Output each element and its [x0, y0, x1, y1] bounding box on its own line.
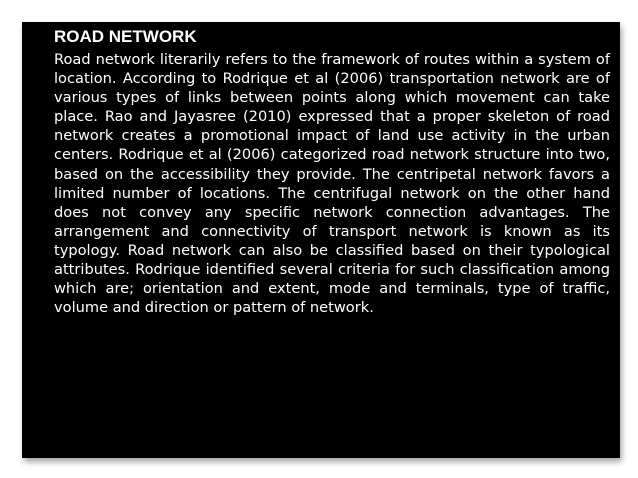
slide — [22, 22, 620, 458]
slide-body-text: Road network literarily refers to the framework of routes within a system of location. According to Rodrique et al (2006) transportation network are of various types of links between points along which movement can take place. Rao and Jayasree (2010) expressed that a proper skeleton of road network creates a promotional impact of land use activity in the urban centers. Rodrique et al (2006) categorized road network structure into two, based on the accessibility they provide. The centripetal network favors a limited number of locations. The centrifugal network on the other hand does not convey any specific network connection advantages. The arrangement and connectivity of transport network is known as its typology. Road network can also be classified based on their typological attributes. Rodrique identified several criteria for such classification among which are; orientation and extent, mode and terminals, type of traffic, volume and direction or pattern of network. — [54, 51, 610, 317]
slide-title: ROAD NETWORK — [54, 27, 197, 46]
